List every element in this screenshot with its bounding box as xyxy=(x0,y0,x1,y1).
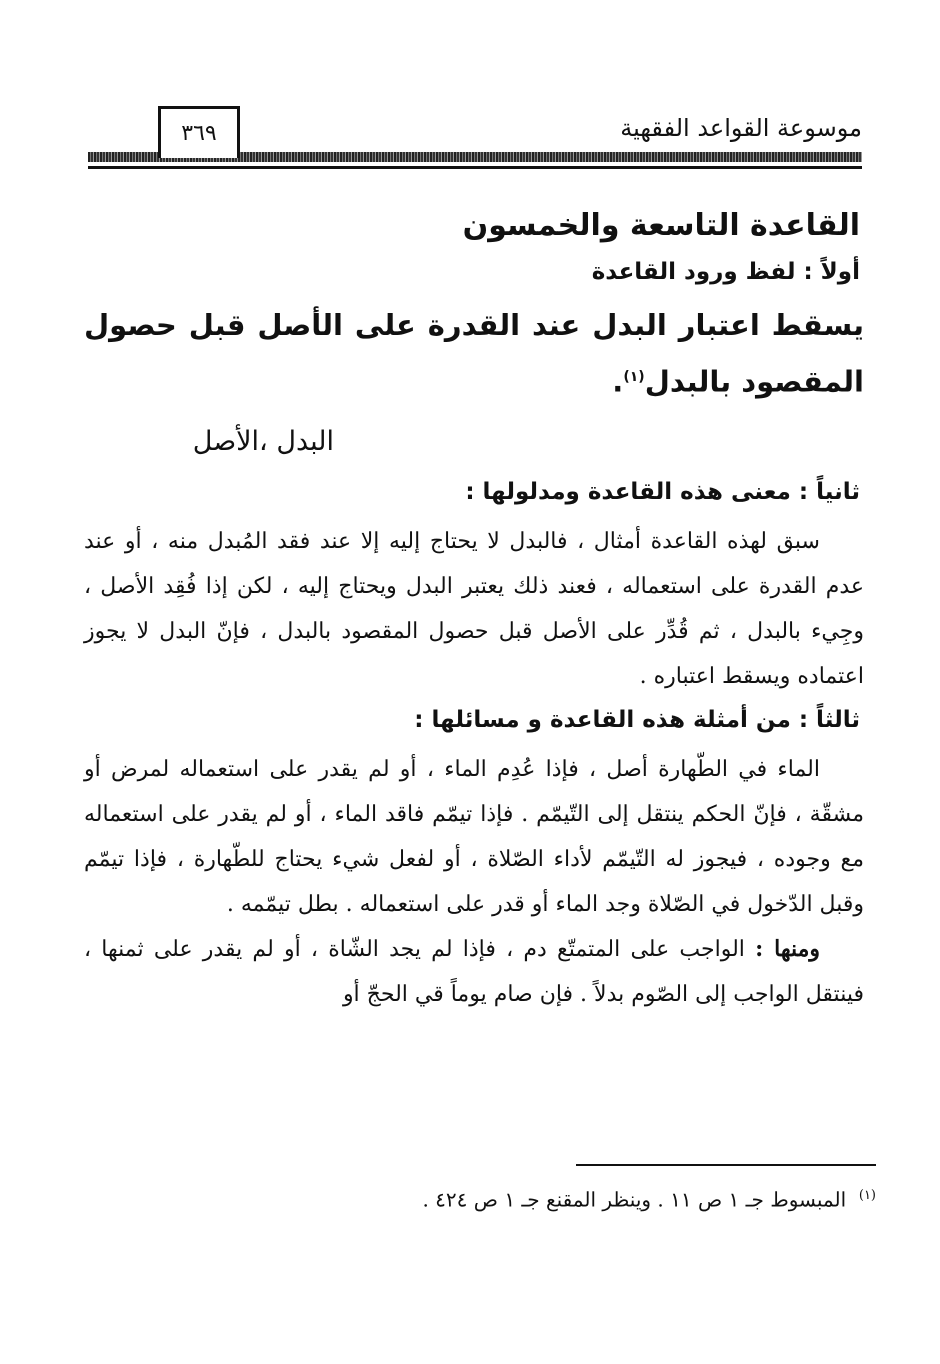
meaning-paragraph: سبق لهذه القاعدة أمثال ، فالبدل لا يحتاج إليه إلا عند فقد المُبدل منه ، أو عند عدم القدرة على استعماله ، فعند ذلك يعتبر البدل ويحتاج إليه ، لكن إذا فُقِد الأصل ، وجِيء بالبدل ، ثم قُدِّر على الأصل قبل حصول المقصود بالبدل ، فإنّ البدل لا يجوز اعتماده ويسقط اعتباره . xyxy=(84,528,864,689)
section-heading-examples: ثالثاً : من أمثلة هذه القاعدة و مسائلها : xyxy=(414,706,860,733)
header-rule-thin xyxy=(88,166,862,169)
page-number: ٣٦٩ xyxy=(158,106,240,158)
example-paragraph-1: الماء في الطّهارة أصل ، فإذا عُدِم الماء ، أو لم يقدر على استعماله لمرض أو مشقّة ، فإنّ الحكم ينتقل إلى التّيمّم . فإذا تيمّم فاقد الماء ، أو لم يقدر على استعماله مع وجوده ، فيجوز له التّيمّم لأداء الصّلاة ، أو لفعل شيء يحتاج للطّهارة ، فإذا تيمّم وقبل الدّخول في الصّلاة وجد الماء أو قدر على استعماله . بطل تيمّمه . xyxy=(84,756,864,917)
footnote-divider xyxy=(576,1164,876,1166)
example-paragraph-2-lead: ومنها : xyxy=(755,935,821,962)
example-paragraph-2 xyxy=(84,927,864,1017)
page-header xyxy=(88,100,862,174)
rule-statement xyxy=(84,299,864,408)
section-heading-wording: أولاً : لفظ ورود القاعدة xyxy=(591,259,860,285)
rule-heading: القاعدة التاسعة والخمسون xyxy=(462,208,860,243)
rule-statement-end: . xyxy=(612,364,624,399)
section-heading-meaning: ثانياً : معنى هذه القاعدة ومدلولها : xyxy=(465,478,860,505)
footnote-text: المبسوط جـ ١ ص ١١ . وينظر المقنع جـ ١ ص ٤٢٤ . xyxy=(422,1187,847,1212)
footnote-reference: (١) xyxy=(623,369,645,385)
example-paragraph-2-text: الواجب على المتمتّع دم ، فإذا لم يجد الشّاة ، أو لم يقدر على ثمنها ، فينتقل الواجب إلى الصّوم بدلاً . فإن صام يوماً قي الحجّ أو xyxy=(84,936,864,1007)
rule-keywords: البدل ،الأصل xyxy=(192,425,334,457)
main-content xyxy=(84,200,864,1017)
rule-statement-text: يسقط اعتبار البدل عند القدرة على الأصل قبل حصول المقصود بالبدل xyxy=(84,308,864,399)
footnote-marker: (١) xyxy=(858,1188,876,1203)
book-title: موسوعة القواعد الفقهية xyxy=(620,114,862,142)
footnote xyxy=(96,1180,876,1216)
